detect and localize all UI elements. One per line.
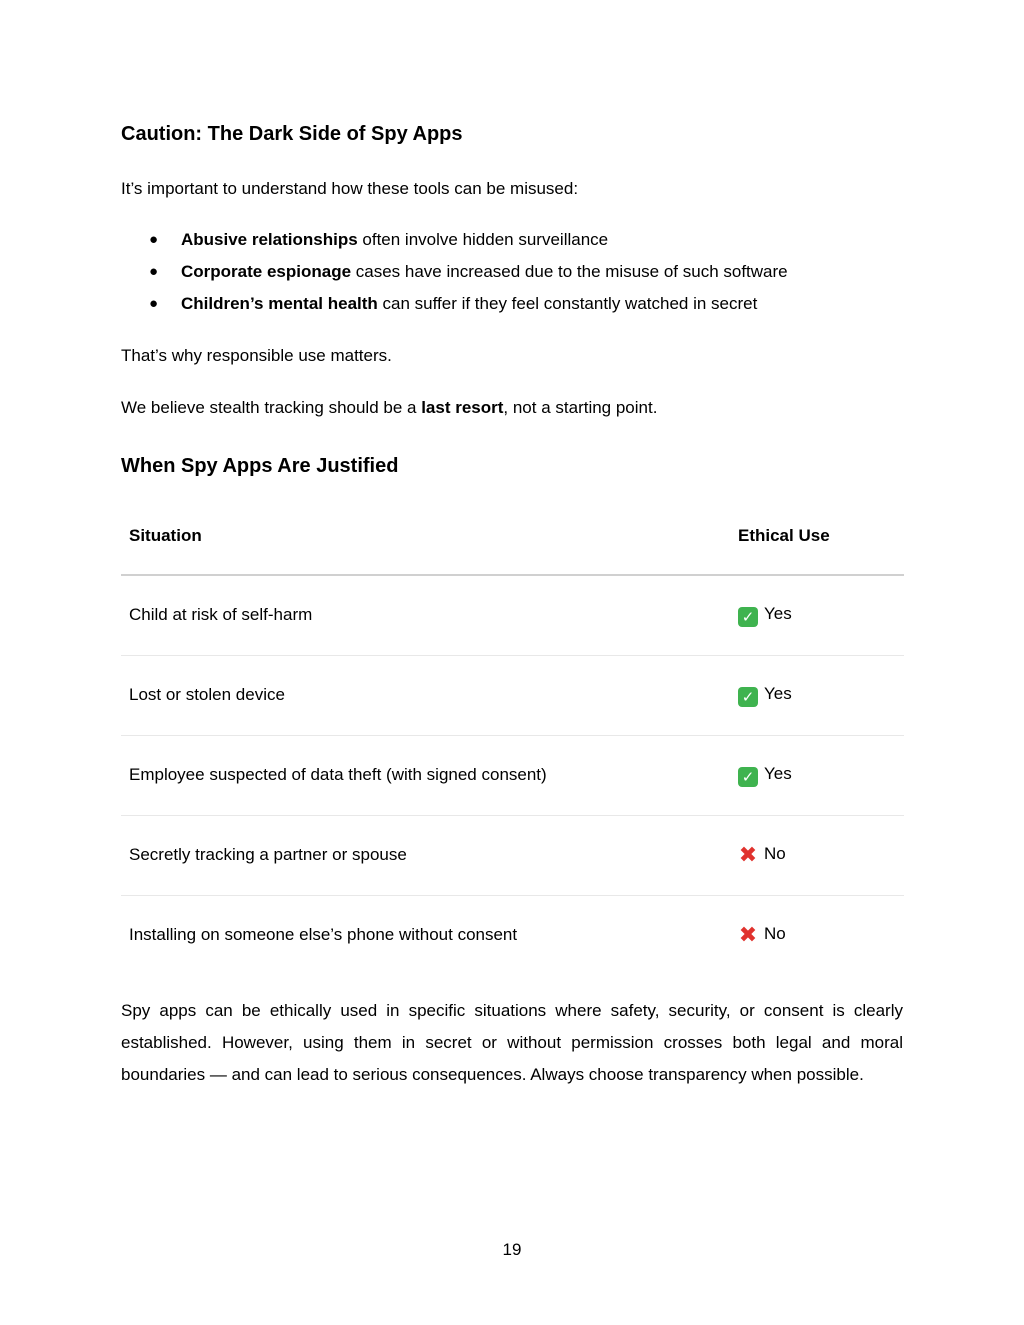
ethical-use-cell [730,815,904,895]
bullet-icon: ● [149,263,159,280]
bullet-bold-text: Children’s mental health [181,294,378,313]
closing-paragraph: Spy apps can be ethically used in specific situations where safety, security, or consent is clearly established. However, using them in secret or without permission crosses both legal and moral boundaries — and can lead to serious consequences. Always choose transparency when possible. [121,1001,903,1084]
intro-paragraph: It’s important to understand how these tools can be misused: [121,179,579,198]
ethical-use-table [121,497,904,975]
ethical-use-value: Yes [764,683,792,703]
bullet-text: cases have increased due to the misuse of such software [351,262,788,281]
paragraph-text: We believe stealth tracking should be a [121,398,422,417]
bullet-bold-text: Abusive relationships [181,230,358,249]
situation-cell: Child at risk of self-harm [121,575,730,655]
responsible-use-paragraph: That’s why responsible use matters. [121,346,392,365]
column-header-situation: Situation [121,497,730,575]
ethical-use-value: Yes [764,603,792,623]
page-number: 19 [502,1240,522,1259]
check-icon: ✓ [738,607,758,627]
bullet-item-childrens-mental-health [149,293,788,325]
table-row [121,815,904,895]
bullet-icon: ● [149,231,159,248]
situation-cell: Employee suspected of data theft (with signed consent) [121,735,730,815]
situation-cell: Lost or stolen device [121,655,730,735]
check-icon: ✓ [738,687,758,707]
bullet-item-abusive-relationships [149,229,788,261]
table-row [121,655,904,735]
ethical-use-cell [730,655,904,735]
bullet-bold-text: Corporate espionage [181,262,352,281]
cross-icon: ✖ [738,843,758,868]
ethical-use-cell [730,575,904,655]
section-heading-justified: When Spy Apps Are Justified [121,455,399,477]
last-resort-paragraph [121,397,657,419]
ethical-use-cell [730,895,904,975]
ethical-use-value: Yes [764,763,792,783]
cross-icon: ✖ [738,923,758,949]
paragraph-text: , not a starting point. [503,398,658,417]
bullet-text: can suffer if they feel constantly watched in secret [377,294,758,313]
table-row [121,895,904,975]
situation-cell: Secretly tracking a partner or spouse [121,815,730,895]
bullet-text: often involve hidden surveillance [357,230,609,249]
check-icon: ✓ [738,767,758,787]
ethical-use-cell [730,735,904,815]
table-row [121,735,904,815]
misuse-bullet-list [149,229,788,325]
table-row [121,575,904,655]
table-header-row [121,497,904,575]
ethical-use-value: No [764,844,786,863]
situation-cell: Installing on someone else’s phone without consent [129,925,518,945]
column-header-ethical-use: Ethical Use [730,497,904,575]
paragraph-bold-text: last resort [421,398,504,417]
bullet-item-corporate-espionage [149,261,788,293]
ethical-use-value: No [764,924,786,944]
bullet-icon: ● [149,295,159,312]
section-heading-caution: Caution: The Dark Side of Spy Apps [121,123,463,145]
